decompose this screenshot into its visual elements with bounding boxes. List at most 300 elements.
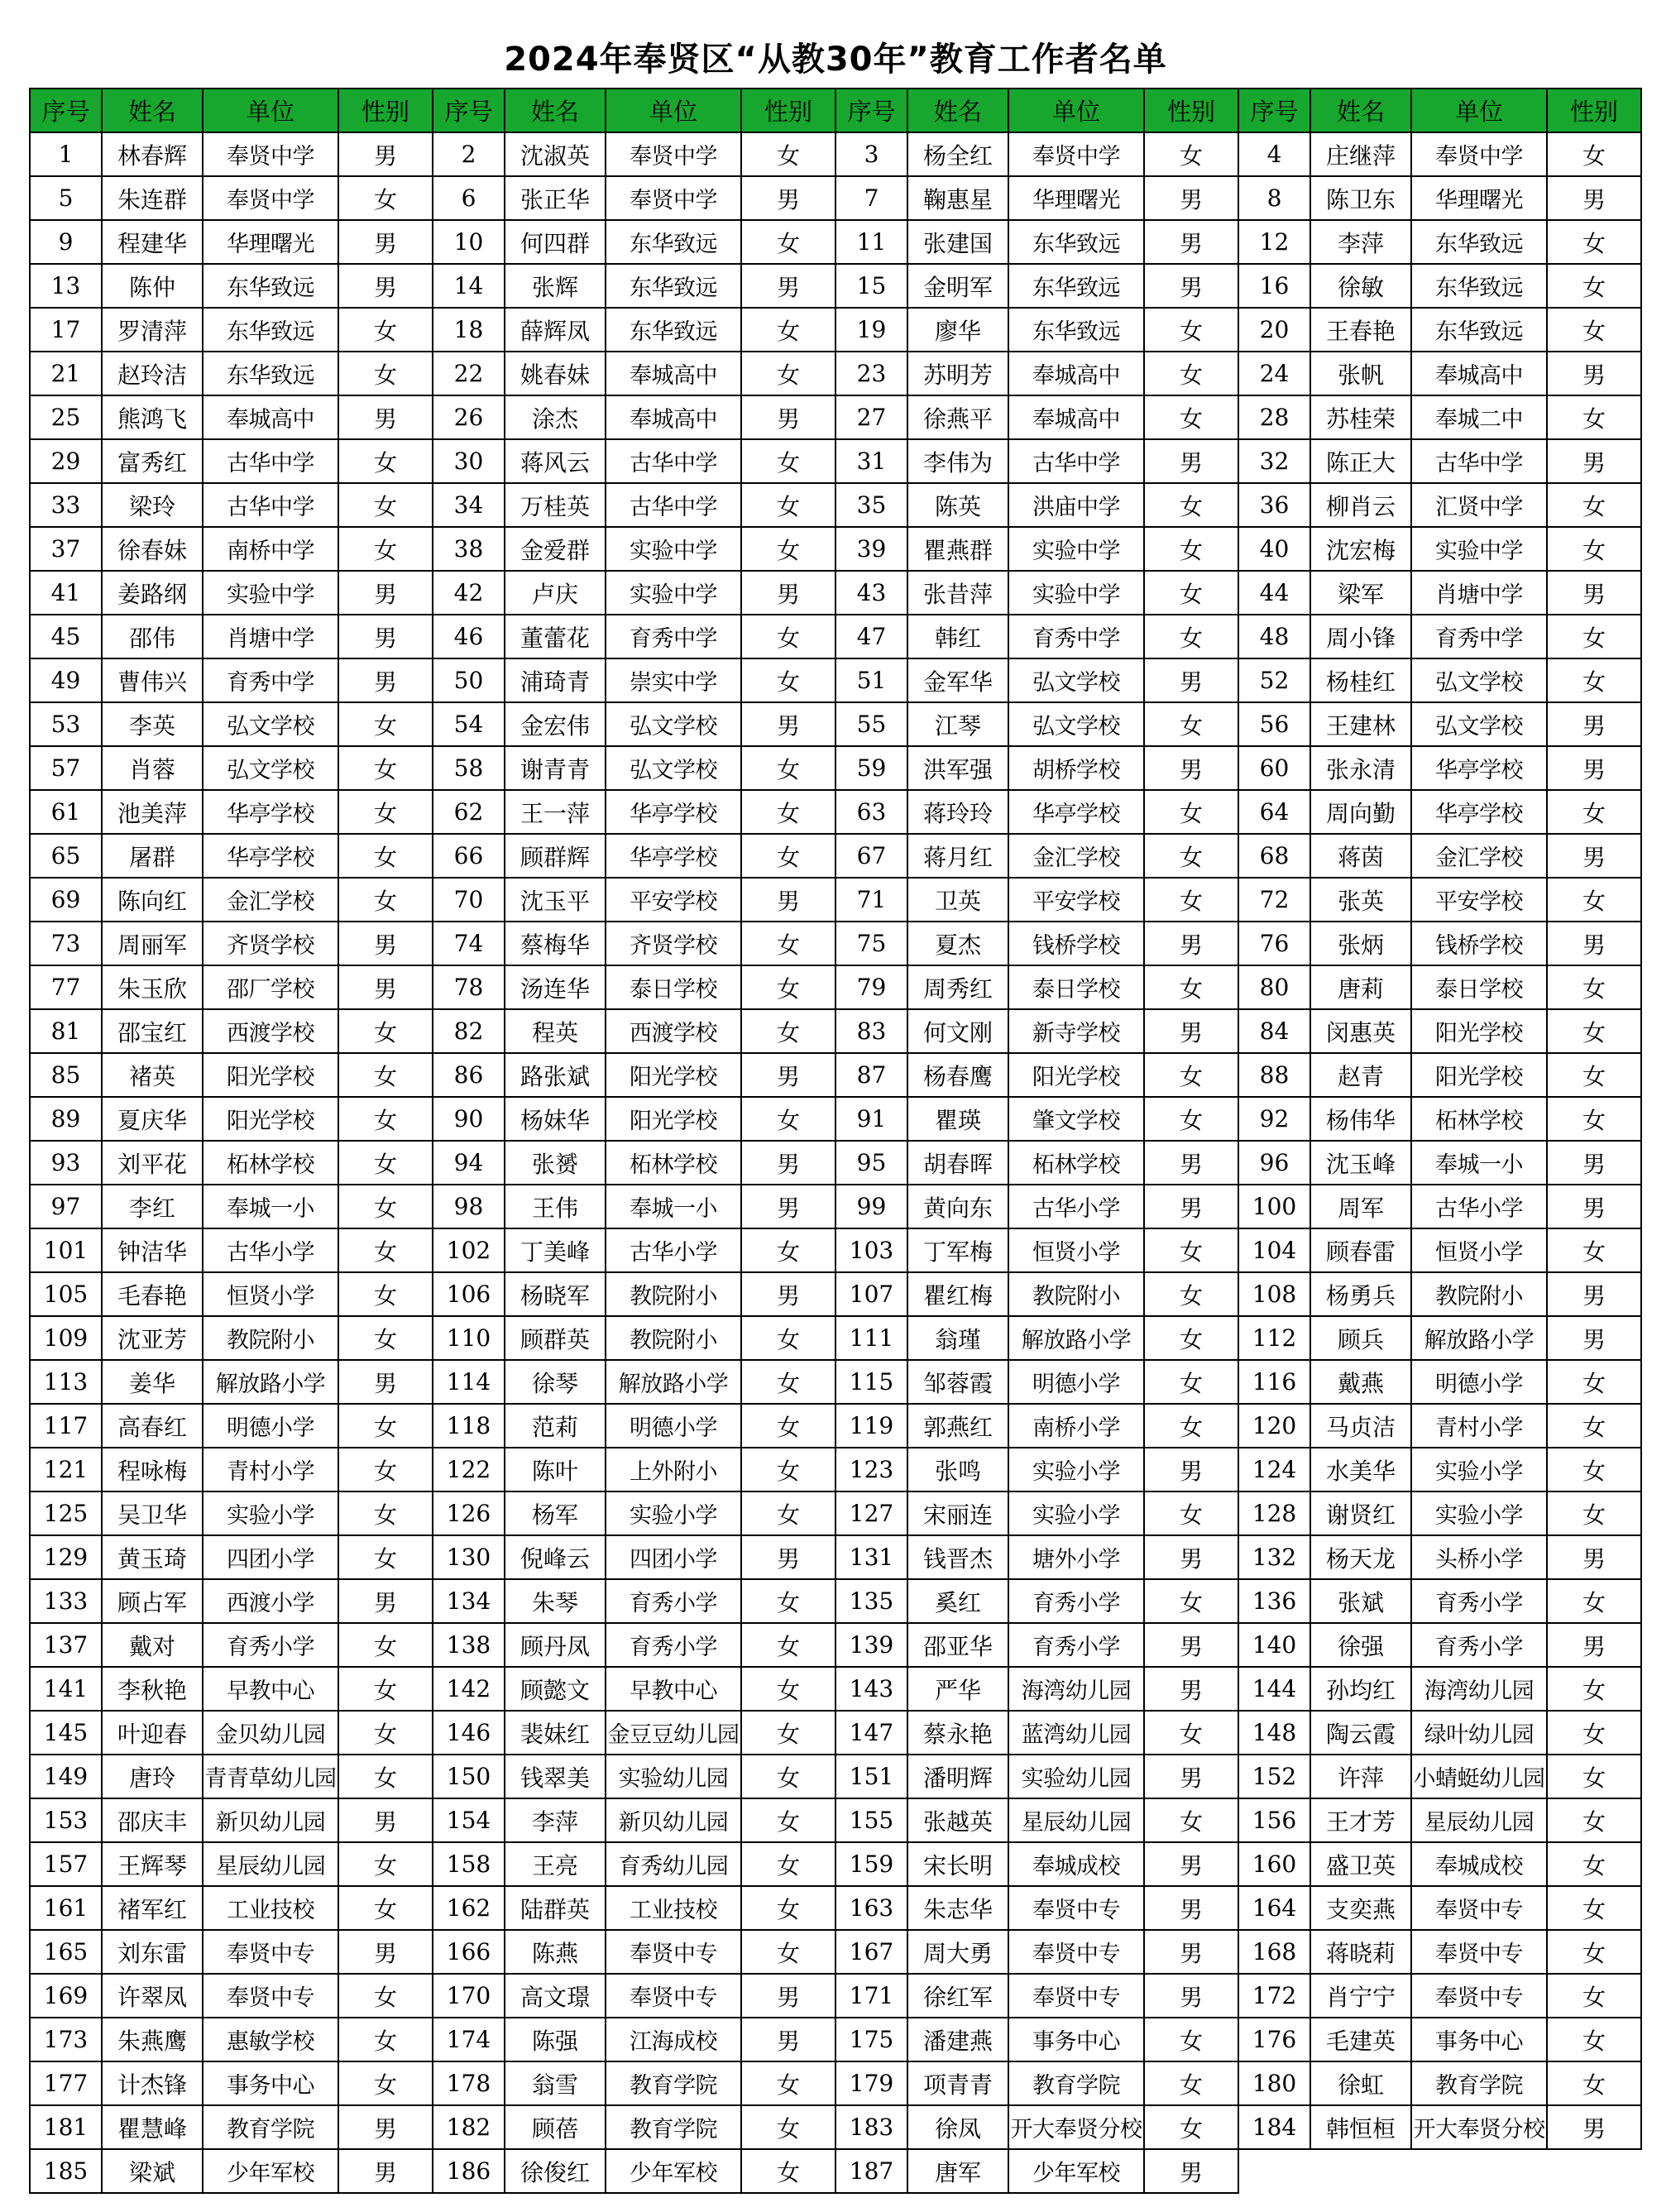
gender-cell: 女: [741, 1316, 836, 1360]
gender-cell: 女: [741, 965, 836, 1009]
name-cell: 洪军强: [907, 746, 1008, 790]
name-cell: 邹蓉霞: [907, 1360, 1008, 1404]
table-row: [30, 1448, 1641, 1491]
unit-cell: 育秀小学: [1008, 1579, 1144, 1623]
gender-cell: 男: [338, 922, 433, 965]
gender-cell: 女: [338, 1711, 433, 1755]
gender-cell: 女: [1144, 1228, 1238, 1272]
name-cell: 邵庆丰: [102, 1798, 203, 1842]
name-cell: 钱翠美: [505, 1755, 606, 1798]
seq-cell: 67: [836, 834, 907, 878]
unit-cell: 教育学院: [606, 2105, 741, 2149]
table-row: [30, 1228, 1641, 1272]
gender-cell: 男: [741, 1141, 836, 1185]
name-cell: 熊鸿飞: [102, 395, 203, 439]
name-cell: 李萍: [1310, 220, 1411, 264]
name-cell: 朱琴: [505, 1579, 606, 1623]
seq-cell: 64: [1238, 790, 1310, 834]
name-cell: 毛春艳: [102, 1272, 203, 1316]
gender-cell: 男: [1547, 746, 1641, 790]
gender-cell: 女: [1144, 571, 1238, 615]
gender-cell: 男: [1144, 1667, 1238, 1711]
unit-cell: 少年军校: [1008, 2149, 1144, 2193]
unit-cell: 头桥小学: [1411, 1535, 1547, 1579]
gender-cell: 女: [1547, 1886, 1641, 1930]
gender-cell: 男: [1144, 439, 1238, 483]
unit-cell: 邵厂学校: [203, 965, 338, 1009]
name-cell: 严华: [907, 1667, 1008, 1711]
seq-cell: 179: [836, 2061, 907, 2105]
name-cell: 黄玉琦: [102, 1535, 203, 1579]
gender-cell: 女: [741, 220, 836, 264]
seq-cell: 33: [30, 483, 102, 527]
seq-cell: 125: [30, 1491, 102, 1535]
name-cell: 张永清: [1310, 746, 1411, 790]
unit-cell: 奉城高中: [1008, 395, 1144, 439]
header-name: 姓名: [907, 89, 1008, 132]
seq-cell: 132: [1238, 1535, 1310, 1579]
name-cell: 徐虹: [1310, 2061, 1411, 2105]
unit-cell: 阳光学校: [606, 1053, 741, 1097]
unit-cell: 育秀中学: [1411, 615, 1547, 658]
gender-cell: 男: [741, 1053, 836, 1097]
seq-cell: 106: [433, 1272, 505, 1316]
gender-cell: 女: [338, 1185, 433, 1228]
gender-cell: 男: [1547, 352, 1641, 395]
unit-cell: 齐贤学校: [606, 922, 741, 965]
gender-cell: 女: [338, 2018, 433, 2061]
seq-cell: 90: [433, 1097, 505, 1141]
gender-cell: 男: [1547, 439, 1641, 483]
unit-cell: 古华小学: [606, 1228, 741, 1272]
gender-cell: 女: [741, 1448, 836, 1491]
unit-cell: 解放路小学: [606, 1360, 741, 1404]
name-cell: 丁军梅: [907, 1228, 1008, 1272]
seq-cell: 86: [433, 1053, 505, 1097]
unit-cell: 实验中学: [1008, 571, 1144, 615]
seq-cell: 144: [1238, 1667, 1310, 1711]
unit-cell: 古华中学: [606, 483, 741, 527]
unit-cell: 四团小学: [606, 1535, 741, 1579]
seq-cell: 157: [30, 1842, 102, 1886]
seq-cell: 21: [30, 352, 102, 395]
name-cell: 屠群: [102, 834, 203, 878]
seq-cell: 112: [1238, 1316, 1310, 1360]
seq-cell: 163: [836, 1886, 907, 1930]
name-cell: 叶迎春: [102, 1711, 203, 1755]
table-row: [30, 1974, 1641, 2018]
seq-cell: 78: [433, 965, 505, 1009]
gender-cell: 男: [1547, 571, 1641, 615]
name-cell: 杨军: [505, 1491, 606, 1535]
gender-cell: 女: [1144, 1579, 1238, 1623]
name-cell: 毛建英: [1310, 2018, 1411, 2061]
name-cell: 徐凤: [907, 2105, 1008, 2149]
unit-cell: 育秀中学: [203, 658, 338, 702]
gender-cell: 女: [1547, 615, 1641, 658]
unit-cell: 阳光学校: [203, 1097, 338, 1141]
unit-cell: 肖塘中学: [1411, 571, 1547, 615]
seq-cell: 77: [30, 965, 102, 1009]
gender-cell: 男: [741, 878, 836, 922]
seq-cell: 31: [836, 439, 907, 483]
gender-cell: 女: [1547, 1755, 1641, 1798]
name-cell: 杨伟华: [1310, 1097, 1411, 1141]
gender-cell: 女: [741, 1623, 836, 1667]
name-cell: 潘建燕: [907, 2018, 1008, 2061]
name-cell: 杨春鹰: [907, 1053, 1008, 1097]
unit-cell: 奉贤中学: [606, 176, 741, 220]
table-row: [30, 1097, 1641, 1141]
unit-cell: 南桥小学: [1008, 1404, 1144, 1448]
seq-cell: 35: [836, 483, 907, 527]
seq-cell: 165: [30, 1930, 102, 1974]
seq-cell: 146: [433, 1711, 505, 1755]
unit-cell: 明德小学: [606, 1404, 741, 1448]
name-cell: 唐玲: [102, 1755, 203, 1798]
gender-cell: 女: [1547, 1228, 1641, 1272]
seq-cell: 185: [30, 2149, 102, 2193]
table-row: [30, 834, 1641, 878]
gender-cell: 女: [1144, 702, 1238, 746]
unit-cell: 上外附小: [606, 1448, 741, 1491]
name-cell: 池美萍: [102, 790, 203, 834]
gender-cell: 女: [1547, 308, 1641, 352]
unit-cell: 弘文学校: [1411, 658, 1547, 702]
name-cell: 钟洁华: [102, 1228, 203, 1272]
seq-cell: 48: [1238, 615, 1310, 658]
gender-cell: 女: [338, 2061, 433, 2105]
gender-cell: 男: [1144, 1974, 1238, 2018]
gender-cell: 女: [741, 790, 836, 834]
gender-cell: 男: [1144, 1185, 1238, 1228]
unit-cell: 金汇学校: [203, 878, 338, 922]
name-cell: 周向勤: [1310, 790, 1411, 834]
seq-cell: 187: [836, 2149, 907, 2193]
name-cell: 李秋艳: [102, 1667, 203, 1711]
name-cell: 顾群英: [505, 1316, 606, 1360]
gender-cell: 女: [741, 1930, 836, 1974]
seq-cell: 151: [836, 1755, 907, 1798]
name-cell: 唐军: [907, 2149, 1008, 2193]
name-cell: 张正华: [505, 176, 606, 220]
table-row: [30, 571, 1641, 615]
seq-cell: 91: [836, 1097, 907, 1141]
unit-cell: 解放路小学: [1411, 1316, 1547, 1360]
gender-cell: 女: [338, 1404, 433, 1448]
seq-cell: 6: [433, 176, 505, 220]
seq-cell: 105: [30, 1272, 102, 1316]
name-cell: 梁军: [1310, 571, 1411, 615]
name-cell: 富秀红: [102, 439, 203, 483]
name-cell: 姜路纲: [102, 571, 203, 615]
unit-cell: 西渡学校: [606, 1009, 741, 1053]
name-cell: 项青青: [907, 2061, 1008, 2105]
name-cell: 蒋晓莉: [1310, 1930, 1411, 1974]
seq-cell: 73: [30, 922, 102, 965]
name-cell: 周丽军: [102, 922, 203, 965]
gender-cell: 女: [1144, 2018, 1238, 2061]
name-cell: 周秀红: [907, 965, 1008, 1009]
gender-cell: 女: [741, 615, 836, 658]
unit-cell: 蓝湾幼儿园: [1008, 1711, 1144, 1755]
seq-cell: 145: [30, 1711, 102, 1755]
gender-cell: 女: [1144, 965, 1238, 1009]
unit-cell: 古华中学: [1411, 439, 1547, 483]
table-row: [30, 176, 1641, 220]
unit-cell: 肇文学校: [1008, 1097, 1144, 1141]
unit-cell: 胡桥学校: [1008, 746, 1144, 790]
gender-cell: 女: [1547, 2018, 1641, 2061]
seq-cell: 177: [30, 2061, 102, 2105]
name-cell: 盛卫英: [1310, 1842, 1411, 1886]
unit-cell: 开大奉贤分校: [1008, 2105, 1144, 2149]
gender-cell: 女: [741, 834, 836, 878]
gender-cell: 女: [338, 1886, 433, 1930]
name-cell: 郭燕红: [907, 1404, 1008, 1448]
gender-cell: 男: [1144, 264, 1238, 308]
seq-cell: 82: [433, 1009, 505, 1053]
seq-cell: 36: [1238, 483, 1310, 527]
unit-cell: 事务中心: [1008, 2018, 1144, 2061]
unit-cell: 教院附小: [1008, 1272, 1144, 1316]
gender-cell: 女: [1144, 308, 1238, 352]
seq-cell: 80: [1238, 965, 1310, 1009]
gender-cell: 男: [1547, 702, 1641, 746]
gender-cell: 女: [741, 2061, 836, 2105]
seq-cell: 25: [30, 395, 102, 439]
seq-cell: 61: [30, 790, 102, 834]
unit-cell: 教院附小: [203, 1316, 338, 1360]
header-gender: 性别: [741, 89, 836, 132]
header-gender: 性别: [1547, 89, 1641, 132]
gender-cell: 女: [1547, 1448, 1641, 1491]
name-cell: 肖宁宁: [1310, 1974, 1411, 2018]
unit-cell: 奉贤中学: [203, 176, 338, 220]
unit-cell: 古华中学: [1008, 439, 1144, 483]
name-cell: 瞿燕群: [907, 527, 1008, 571]
gender-cell: 男: [1144, 1009, 1238, 1053]
name-cell: 潘明辉: [907, 1755, 1008, 1798]
gender-cell: 女: [741, 2149, 836, 2193]
unit-cell: 华理曙光: [1411, 176, 1547, 220]
name-cell: 李萍: [505, 1798, 606, 1842]
gender-cell: 男: [338, 1798, 433, 1842]
seq-cell: 104: [1238, 1228, 1310, 1272]
unit-cell: 事务中心: [203, 2061, 338, 2105]
gender-cell: 女: [1547, 1974, 1641, 2018]
gender-cell: 女: [741, 1097, 836, 1141]
gender-cell: 女: [338, 1974, 433, 2018]
unit-cell: 古华中学: [203, 439, 338, 483]
unit-cell: 早教中心: [606, 1667, 741, 1711]
gender-cell: 女: [1547, 1491, 1641, 1535]
unit-cell: 育秀小学: [1411, 1623, 1547, 1667]
seq-cell: 134: [433, 1579, 505, 1623]
table-row: [30, 746, 1641, 790]
seq-cell: 139: [836, 1623, 907, 1667]
seq-cell: 130: [433, 1535, 505, 1579]
name-cell: 陆群英: [505, 1886, 606, 1930]
name-cell: 蒋月红: [907, 834, 1008, 878]
name-cell: 周小锋: [1310, 615, 1411, 658]
gender-cell: 女: [1547, 395, 1641, 439]
name-cell: 陈仲: [102, 264, 203, 308]
seq-cell: 83: [836, 1009, 907, 1053]
gender-cell: 女: [741, 922, 836, 965]
seq-cell: 115: [836, 1360, 907, 1404]
gender-cell: 女: [1547, 1404, 1641, 1448]
unit-cell: 泰日学校: [1008, 965, 1144, 1009]
unit-cell: 小蜻蜓幼儿园: [1411, 1755, 1547, 1798]
unit-cell: 明德小学: [1411, 1360, 1547, 1404]
seq-cell: 63: [836, 790, 907, 834]
name-cell: 顾春雷: [1310, 1228, 1411, 1272]
unit-cell: 古华中学: [606, 439, 741, 483]
name-cell: 汤连华: [505, 965, 606, 1009]
name-cell: 王辉琴: [102, 1842, 203, 1886]
gender-cell: 女: [338, 483, 433, 527]
seq-cell: 119: [836, 1404, 907, 1448]
unit-cell: 东华致远: [606, 264, 741, 308]
name-cell: 朱玉欣: [102, 965, 203, 1009]
table-row: [30, 2149, 1641, 2193]
seq-cell: 85: [30, 1053, 102, 1097]
name-cell: 顾丹凤: [505, 1623, 606, 1667]
gender-cell: 女: [741, 1755, 836, 1798]
unit-cell: 绿叶幼儿园: [1411, 1711, 1547, 1755]
unit-cell: 汇贤中学: [1411, 483, 1547, 527]
table-row: [30, 1404, 1641, 1448]
seq-cell: 136: [1238, 1579, 1310, 1623]
seq-cell: 150: [433, 1755, 505, 1798]
name-cell: 杨晓军: [505, 1272, 606, 1316]
seq-cell: 38: [433, 527, 505, 571]
seq-cell: 98: [433, 1185, 505, 1228]
seq-cell: 148: [1238, 1711, 1310, 1755]
gender-cell: 男: [741, 2018, 836, 2061]
name-cell: 何四群: [505, 220, 606, 264]
unit-cell: 弘文学校: [1008, 658, 1144, 702]
name-cell: 陶云霞: [1310, 1711, 1411, 1755]
name-cell: 蒋茵: [1310, 834, 1411, 878]
seq-cell: 133: [30, 1579, 102, 1623]
name-cell: 卢庆: [505, 571, 606, 615]
seq-cell: 162: [433, 1886, 505, 1930]
header-seq: 序号: [433, 89, 505, 132]
unit-cell: 奉贤中专: [203, 1974, 338, 2018]
seq-cell: 18: [433, 308, 505, 352]
seq-cell: 39: [836, 527, 907, 571]
seq-cell: 169: [30, 1974, 102, 2018]
name-cell: 邵亚华: [907, 1623, 1008, 1667]
gender-cell: 女: [741, 1842, 836, 1886]
seq-cell: 74: [433, 922, 505, 965]
gender-cell: 女: [1144, 2061, 1238, 2105]
seq-cell: 153: [30, 1798, 102, 1842]
gender-cell: 女: [741, 1491, 836, 1535]
seq-cell: 92: [1238, 1097, 1310, 1141]
name-cell: 支奕燕: [1310, 1886, 1411, 1930]
seq-cell: 15: [836, 264, 907, 308]
name-cell: 倪峰云: [505, 1535, 606, 1579]
unit-cell: 弘文学校: [606, 702, 741, 746]
seq-cell: 94: [433, 1141, 505, 1185]
seq-cell: 93: [30, 1141, 102, 1185]
unit-cell: 华理曙光: [203, 220, 338, 264]
unit-cell: 华亭学校: [606, 790, 741, 834]
table-row: [30, 878, 1641, 922]
unit-cell: 实验小学: [606, 1491, 741, 1535]
seq-cell: 22: [433, 352, 505, 395]
name-cell: 徐俊红: [505, 2149, 606, 2193]
name-cell: 江琴: [907, 702, 1008, 746]
seq-cell: 100: [1238, 1185, 1310, 1228]
name-cell: 周大勇: [907, 1930, 1008, 1974]
gender-cell: 男: [1547, 176, 1641, 220]
name-cell: 夏庆华: [102, 1097, 203, 1141]
seq-cell: 178: [433, 2061, 505, 2105]
name-cell: 李伟为: [907, 439, 1008, 483]
seq-cell: 172: [1238, 1974, 1310, 2018]
name-cell: 宋丽连: [907, 1491, 1008, 1535]
unit-cell: 弘文学校: [203, 746, 338, 790]
seq-cell: 176: [1238, 2018, 1310, 2061]
name-cell: 王一萍: [505, 790, 606, 834]
table-row: [30, 395, 1641, 439]
unit-cell: 奉贤中专: [1008, 1930, 1144, 1974]
name-cell: 杨桂红: [1310, 658, 1411, 702]
unit-cell: 育秀小学: [203, 1623, 338, 1667]
seq-cell: 46: [433, 615, 505, 658]
name-cell: 张鸣: [907, 1448, 1008, 1491]
gender-cell: 女: [1547, 527, 1641, 571]
unit-cell: 实验小学: [1008, 1448, 1144, 1491]
table-row: [30, 1009, 1641, 1053]
gender-cell: 女: [338, 1623, 433, 1667]
seq-cell: 50: [433, 658, 505, 702]
unit-cell: 星辰幼儿园: [203, 1842, 338, 1886]
gender-cell: 女: [338, 352, 433, 395]
gender-cell: 女: [741, 2105, 836, 2149]
gender-cell: 女: [1144, 132, 1238, 176]
name-cell: 裴妹红: [505, 1711, 606, 1755]
header-unit: 单位: [203, 89, 338, 132]
unit-cell: 齐贤学校: [203, 922, 338, 965]
name-cell: 夏杰: [907, 922, 1008, 965]
seq-cell: 5: [30, 176, 102, 220]
table-row: [30, 1886, 1641, 1930]
unit-cell: 新贝幼儿园: [606, 1798, 741, 1842]
seq-cell: 160: [1238, 1842, 1310, 1886]
header-unit: 单位: [1008, 89, 1144, 132]
seq-cell: 143: [836, 1667, 907, 1711]
seq-cell: 129: [30, 1535, 102, 1579]
seq-cell: 59: [836, 746, 907, 790]
seq-cell: 171: [836, 1974, 907, 2018]
gender-cell: 男: [338, 2149, 433, 2193]
unit-cell: 奉贤中专: [1411, 1930, 1547, 1974]
gender-cell: 女: [1144, 1798, 1238, 1842]
empty-cell: [1310, 2149, 1411, 2193]
seq-cell: 111: [836, 1316, 907, 1360]
gender-cell: 女: [338, 1053, 433, 1097]
seq-cell: 54: [433, 702, 505, 746]
empty-cell: [1411, 2149, 1547, 2193]
name-cell: 陈英: [907, 483, 1008, 527]
gender-cell: 男: [338, 2105, 433, 2149]
seq-cell: 29: [30, 439, 102, 483]
